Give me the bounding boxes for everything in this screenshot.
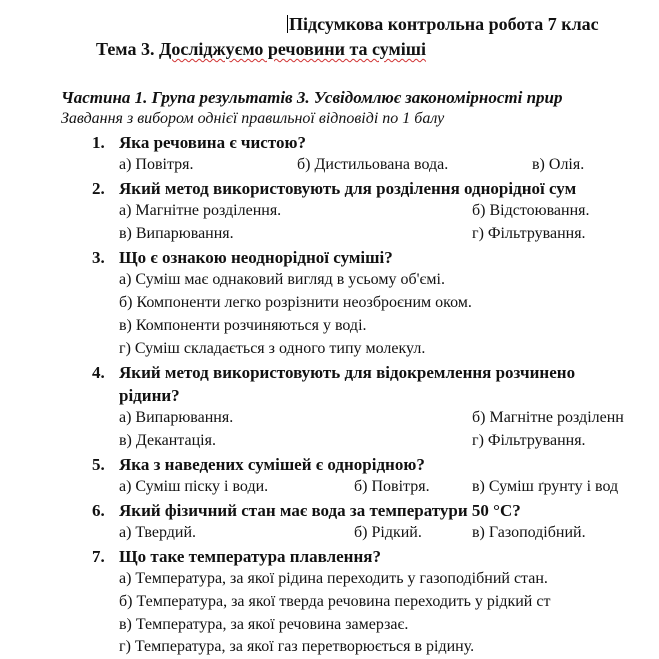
question-number: 5. <box>92 455 105 474</box>
answer-option: в) Випарювання. <box>119 225 234 242</box>
question-text: Яка речовина є чистою? <box>119 133 306 152</box>
question-text: Який метод використовують для відокремлення розчинено <box>119 363 576 382</box>
answer-option: а) Суміш має однаковий вигляд в усьому об'ємі. <box>119 271 445 288</box>
answer-option: б) Повітря. <box>354 478 430 495</box>
question-number: 1. <box>92 133 105 152</box>
topic-name: Досліджуємо речовини та суміші <box>158 39 427 59</box>
question-text: Що таке температура плавлення? <box>119 547 381 566</box>
answer-option: г) Фільтрування. <box>472 432 586 449</box>
question-text: Який метод використовують для розділення однорідної сум <box>119 179 577 198</box>
question-number: 2. <box>92 179 105 198</box>
answer-option: а) Температура, за якої рідина переходить у газоподібний стан. <box>119 570 548 587</box>
answer-option: г) Температура, за якої газ перетворюється в рідину. <box>119 638 475 655</box>
question-number: 7. <box>92 547 105 566</box>
answer-option: в) Компоненти розчиняються у воді. <box>119 317 367 334</box>
question-number: 6. <box>92 501 105 520</box>
answer-option: б) Відстоювання. <box>472 202 590 219</box>
answer-option: в) Декантація. <box>119 432 216 449</box>
answer-option: в) Температура, за якої речовина замерзає. <box>119 616 409 633</box>
answer-option: б) Компоненти легко розрізнити неозброєним оком. <box>119 294 472 311</box>
answer-option: б) Температура, за якої тверда речовина переходить у рідкий ст <box>119 593 551 610</box>
answer-option: а) Магнітне розділення. <box>119 202 282 219</box>
answer-option: б) Рідкий. <box>354 524 422 541</box>
question-number: 4. <box>92 363 105 382</box>
question-number: 3. <box>92 248 105 267</box>
question-text-continued: рідини? <box>119 386 180 405</box>
answer-option: а) Випарювання. <box>119 409 234 426</box>
answer-option: а) Повітря. <box>119 156 194 173</box>
topic-prefix: Тема 3. <box>96 39 159 59</box>
answer-option: б) Магнітне розділенн <box>472 409 624 426</box>
part-title: Частина 1. Група результатів 3. Усвідомлює закономірності прир <box>61 88 563 107</box>
answer-option: б) Дистильована вода. <box>297 156 449 173</box>
question-text: Яка з наведених сумішей є однорідною? <box>119 455 425 474</box>
text-cursor <box>287 15 288 33</box>
question-text: Який фізичний стан має вода за температури 50 °C? <box>119 501 521 520</box>
answer-option: в) Олія. <box>532 156 585 173</box>
answer-option: а) Твердий. <box>119 524 197 541</box>
answer-option: г) Суміш складається з одного типу молекул. <box>119 340 426 357</box>
answer-option: г) Фільтрування. <box>472 225 586 242</box>
answer-option: в) Газоподібний. <box>472 524 586 541</box>
part-instruction: Завдання з вибором однієї правильної відповіді по 1 балу <box>61 110 445 127</box>
question-text: Що є ознакою неоднорідної суміші? <box>119 248 393 267</box>
document-title: Підсумкова контрольна робота 7 клас <box>289 14 599 34</box>
topic-heading <box>96 39 426 60</box>
answer-option: а) Суміш піску і води. <box>119 478 269 495</box>
answer-option: в) Суміш ґрунту і вод <box>472 478 619 495</box>
